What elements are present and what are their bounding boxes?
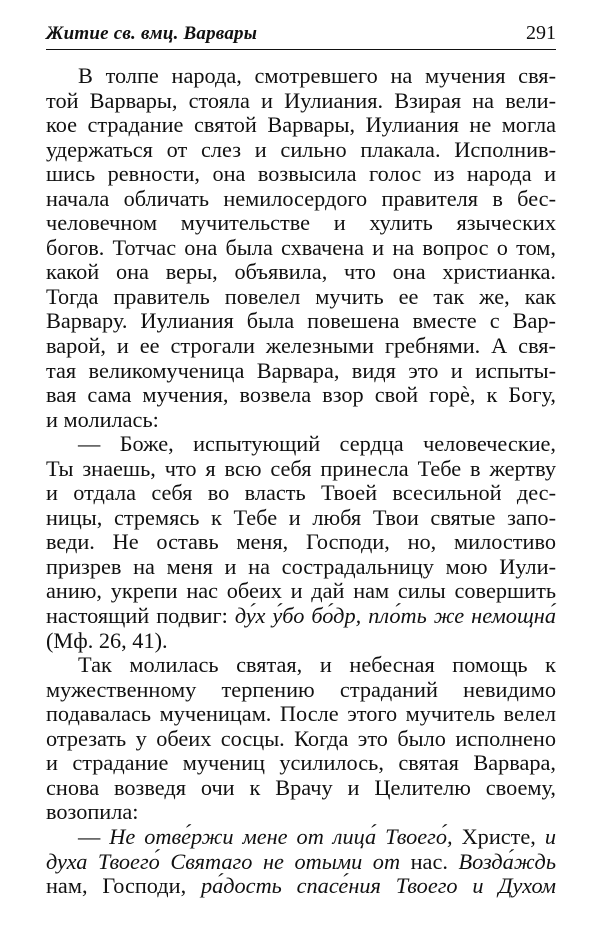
text-run: ницы, стремясь к Тебе и любя Твои святые запо- xyxy=(46,504,556,530)
text-line xyxy=(46,138,556,163)
text-line xyxy=(46,702,556,727)
text-run: анию, укрепи нас обеих и дай нам силы совершить xyxy=(46,578,556,604)
text-run: и молилась: xyxy=(46,406,159,432)
text-run: Тогда правитель повелел мучить ее так же, как xyxy=(46,283,556,309)
text-run: начала обличать немилосердого правителя в бес- xyxy=(46,185,556,211)
text-run: — xyxy=(78,823,110,849)
italic-quote: ра́дость спасе́ния Твоего и Духом xyxy=(200,873,556,899)
text-run: Варвару. Иулиания была повешена вместе с Вар- xyxy=(46,308,556,334)
text-line xyxy=(46,359,556,384)
text-line xyxy=(46,236,556,261)
text-run: возопила: xyxy=(46,799,139,825)
text-run: и отдала себя во власть Твоей всесильной дес- xyxy=(46,480,556,506)
text-line xyxy=(46,260,556,285)
text-line xyxy=(46,776,556,801)
text-line xyxy=(46,727,556,752)
text-run: варой, и ее строгали железными гребнями. А свя- xyxy=(46,333,556,359)
text-line xyxy=(46,211,556,236)
italic-quote: ду́х у́бо бо́др, пло́ть же немощна́ xyxy=(234,603,556,629)
text-line xyxy=(46,604,556,629)
header-rule xyxy=(46,49,556,50)
text-run: Ты знаешь, что я всю себя принесла Тебе в жертву xyxy=(46,455,556,481)
text-line xyxy=(46,579,556,604)
text-run: шись ревности, она возвысила голос из народа и xyxy=(46,161,556,187)
text-line xyxy=(46,113,556,138)
text-line xyxy=(46,162,556,187)
italic-quote: и xyxy=(544,823,556,849)
text-line xyxy=(46,678,556,703)
text-line xyxy=(46,187,556,212)
text-run: призрев на меня и на сострадальницу мою Иули- xyxy=(46,553,556,579)
body-text xyxy=(46,64,556,899)
text-run: веди. Не оставь меня, Господи, но, милостиво xyxy=(46,529,556,555)
text-run: удержаться от слез и сильно плакала. Исполнив- xyxy=(46,136,556,162)
text-line xyxy=(46,457,556,482)
text-run: снова возведя очи к Врачу и Целителю своему, xyxy=(46,774,556,800)
text-line xyxy=(46,825,556,850)
italic-quote: Возда́ждь xyxy=(458,848,556,874)
text-line xyxy=(46,629,556,654)
running-title: Житие св. вмц. Варвары xyxy=(46,23,258,44)
text-run: — Боже, испытующий сердца человеческие, xyxy=(78,431,556,457)
text-line xyxy=(46,850,556,875)
text-run: нас. xyxy=(400,848,459,874)
text-line xyxy=(46,874,556,899)
text-run: Христе, xyxy=(452,823,545,849)
text-line xyxy=(46,309,556,334)
italic-quote: духа Твоего́ Святаго не отыми от xyxy=(46,848,401,874)
text-run: какой она веры, объявила, что она христианка. xyxy=(46,259,556,285)
text-line xyxy=(46,481,556,506)
text-line xyxy=(46,383,556,408)
text-line xyxy=(46,334,556,359)
text-run: и страдание мучениц усилилось, святая Варвара, xyxy=(46,750,556,776)
text-run: настоящий подвиг: xyxy=(46,603,235,629)
text-run: Так молилась святая, и небесная помощь к xyxy=(78,652,556,678)
text-run: кое страдание святой Варвары, Иулиания не могла xyxy=(46,112,556,138)
text-run: мужественному терпению страданий невидимо xyxy=(46,676,556,702)
text-line xyxy=(46,432,556,457)
text-line xyxy=(46,555,556,580)
text-line xyxy=(46,285,556,310)
text-run: человечном мучительстве и хулить языческих xyxy=(46,210,556,236)
text-run: В толпе народа, смотревшего на мучения свя- xyxy=(78,63,556,88)
text-run: подавалась мученицам. После этого мучитель велел xyxy=(46,701,556,727)
text-line xyxy=(46,751,556,776)
text-line xyxy=(46,530,556,555)
text-run: (Мф. 26, 41). xyxy=(46,627,168,653)
text-run: тая великомученица Варвара, видя это и испыты- xyxy=(46,357,556,383)
text-line xyxy=(46,408,556,433)
book-page xyxy=(46,22,556,899)
text-line xyxy=(46,89,556,114)
text-run: богов. Тотчас она была схвачена и на вопрос о том, xyxy=(46,234,556,260)
page-number: 291 xyxy=(526,22,556,44)
text-run: той Варвары, стояла и Иулиания. Взирая на вели- xyxy=(46,87,556,113)
text-line xyxy=(46,653,556,678)
text-line xyxy=(46,506,556,531)
text-line xyxy=(46,800,556,825)
text-run: отрезать у обеих сосцы. Когда это было исполнено xyxy=(46,725,556,751)
text-run: вая сама мучения, возвела взор свой горѐ, к Богу, xyxy=(46,382,556,408)
text-run: нам, Господи, xyxy=(46,873,201,899)
italic-quote: Не отве́ржи мене от лица́ Твоего́, xyxy=(109,823,453,849)
running-header xyxy=(46,22,556,49)
text-line xyxy=(46,64,556,89)
